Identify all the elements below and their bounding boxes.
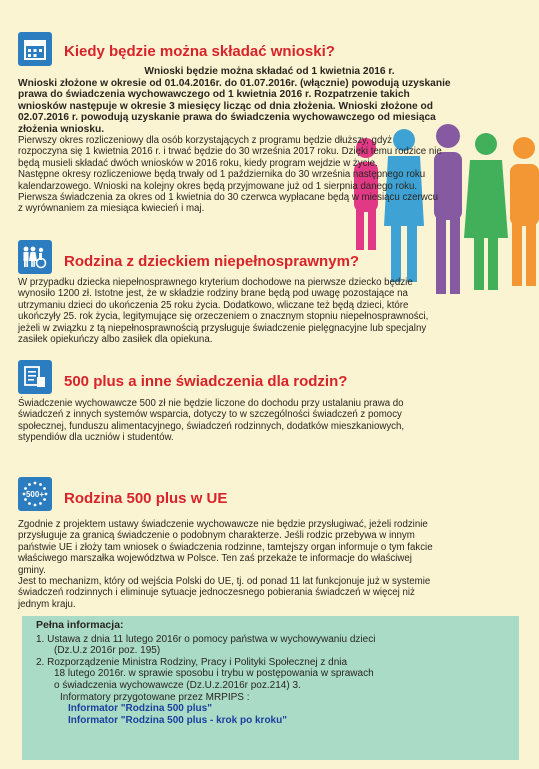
text-line: jednym kraju. [18, 598, 76, 610]
text-line: utrzymaniu dzieci do ukończenia 25 roku życia. Dodatkowo, wliczane też będą dzieci, które [18, 299, 409, 311]
text-line: będą musieli składać dwóch wniosków w 2016 roku, kiedy program wejdzie w życie. [18, 157, 378, 169]
text-line: stypendiów dla uczniów i studentów. [18, 432, 174, 444]
document-icon [18, 360, 52, 394]
text-line: jeżeli w związku z tą niepełnosprawnością przysługuje świadczenie pielęgnacyjne lub specjalny [18, 322, 427, 334]
section-header [18, 240, 521, 274]
text-line: świadczeń z innych systemów wsparcia, dotyczy to w szczególności świadczeń z pomocy [18, 409, 402, 421]
text-line: właściwego marszałka województwa w Polsce. Ten zaś przekaże te informacje do właściwej [18, 553, 412, 565]
calendar-icon [18, 32, 52, 66]
informator-link[interactable]: Informator "Rodzina 500 plus - krok po kroku" [68, 714, 287, 726]
info-item: 2. Rozporządzenie Ministra Rodziny, Pracy i Polityki Społecznej z dnia [36, 656, 348, 668]
section-header [18, 360, 521, 394]
text-line: z wyrównaniem za miesiąca kwiecień i maj. [18, 203, 205, 215]
section-other-benefits [18, 360, 521, 444]
text-line: Wnioski złożone w okresie od 01.04.2016r. do 01.07.2016r. (włącznie) powodują uzyskanie [18, 77, 451, 89]
text-line: gminy. [18, 564, 46, 576]
text-line: W przypadku dziecka niepełnosprawnego kryterium dochodowe na pierwsze dziecko będzie [18, 277, 413, 288]
section-when-apply [18, 32, 521, 215]
text-line: 02.07.2016 r. powodują uzyskanie prawa do świadczenia wychowawczego od miesiąca [18, 112, 436, 123]
section-eu [18, 477, 521, 610]
text-line: zasiłek opiekuńczy albo zasiłek dla opiekuna. [18, 334, 213, 346]
info-item: o świadczenia wychowawcze (Dz.U.z.2016r poz.214) 3. [54, 679, 301, 691]
text-line: Świadczenie wychowawcze 500 zł nie będzie liczone do dochodu przy ustalaniu prawa do [18, 398, 404, 409]
eu-stars-icon [18, 477, 52, 511]
text-line: wynosiło 1200 zł. Istotne jest, że w składzie rodziny brane będą pod uwagę pozostające na [18, 288, 408, 300]
text-line: państwie UE i złoży tam wniosek o świadczenia rodzinne, tamtejszy organ informuje o tym fakcie [18, 541, 433, 553]
text-line: ukończyły 25. rok życia, legitymujące się orzeczeniem o znacznym stopniu niepełnosprawności, [18, 311, 429, 323]
info-item: 1. Ustawa z dnia 11 lutego 2016r o pomocy państwa w wychowywaniu dzieci [36, 633, 376, 645]
text-line: wniosków następuje w okresie 3 miesięcy licząc od dnia złożenia. Wnioski złożone od [18, 100, 433, 112]
info-item: 18 lutego 2016r. w sprawie sposobu i trybu w postępowania w sprawach [54, 668, 374, 680]
section-title: Rodzina 500 plus w UE [64, 489, 228, 507]
section-header [18, 32, 521, 66]
text-line: społecznej, funduszu alimentacyjnego, świadczeń rodzinnych, dodatków mieszkaniowych, [18, 420, 405, 432]
text-line: kalendarzowego. Wnioski na kolejny okres będą przyjmowane już od 1 sierpnia danego roku. [18, 180, 418, 192]
text-line: prawa do świadczenia wychowawczego od 1 kwietnia 2016 r. Rozpatrzenie takich [18, 89, 410, 100]
text-line: Następne okresy rozliczeniowe będą trwały od 1 października do 30 września następnego roku [18, 169, 426, 181]
disability-family-icon [18, 240, 52, 274]
section-title: Kiedy będzie można składać wnioski? [64, 42, 335, 60]
info-item: (Dz.U.z 2016r poz. 195) [54, 645, 161, 657]
text-line: Zgodnie z projektem ustawy świadczenie wychowawcze nie będzie przysługiwać, jeżeli rodzinie [18, 519, 428, 530]
text-line: świadczeń rodzinnych i eliminuje sytuacje jednoczesnego pobierania świadczeń w więcej niż [18, 587, 415, 599]
badge-label: 500+ [25, 490, 45, 499]
text-line: Pierwsza świadczenia za okres od 1 kwietnia do 30 czerwca wypłacane będą w miesiącu czerwcu [18, 192, 438, 204]
info-box [22, 616, 519, 760]
section-header [18, 477, 521, 511]
text-line: rozpoczyna się 1 kwietnia 2016 r. i trwać będzie do 30 września 2017 roku. Dzięki temu rodzice nie [18, 146, 442, 158]
text-line: Jest to mechanizm, który od wejścia Polski do UE, tj. od ponad 11 lat funkcjonuje już w systemie [18, 576, 431, 588]
text-line: złożenia wniosku. [18, 123, 105, 135]
text-line: Pierwszy okres rozliczeniowy dla osób korzystających z programu będzie dłuższy, gdyż [18, 135, 393, 146]
info-heading: Pełna informacja: [36, 619, 124, 631]
text-line: przysługuje za granicą świadczenie o podobnym charakterze. Jeśli rodzic przebywa w innym [18, 530, 415, 542]
info-item: Informatory przygotowane przez MRPIPS : [60, 691, 250, 703]
section-title: Rodzina z dzieckiem niepełnosprawnym? [64, 252, 360, 270]
lead-text: Wnioski będzie można składać od 1 kwietnia 2016 r. [144, 66, 395, 77]
section-disabled-child [18, 240, 521, 345]
informator-link[interactable]: Informator "Rodzina 500 plus" [68, 703, 212, 715]
section-title: 500 plus a inne świadczenia dla rodzin? [64, 372, 348, 390]
